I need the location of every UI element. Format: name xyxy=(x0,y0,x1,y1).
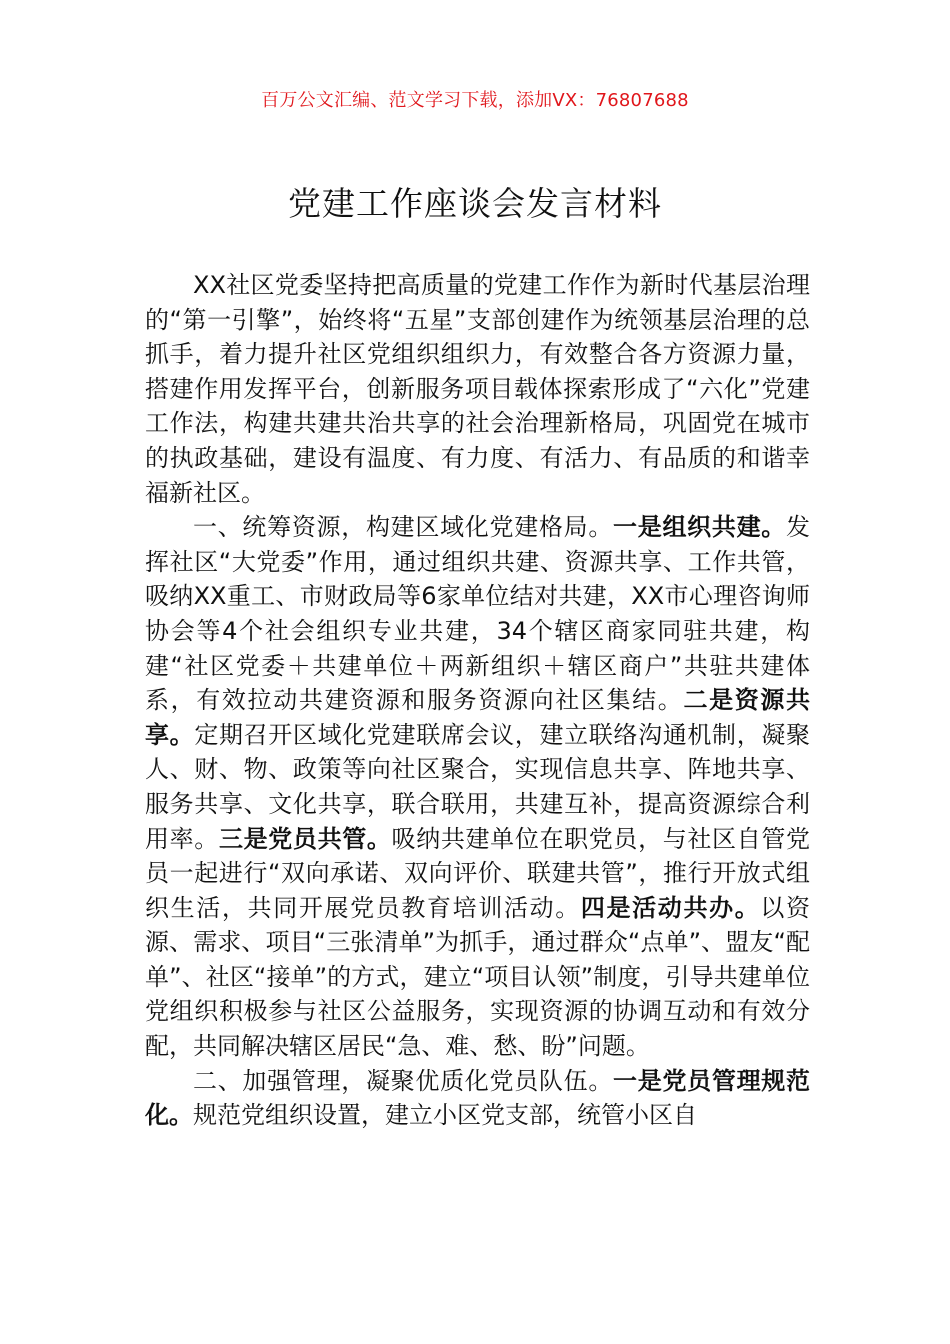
paragraph-text: 以资源、需求、项目“三张清单”为抓手，通过群众“点单”、盟友“配单”、社区“接单”的方式，建立“项目认领”制度，引导共建单位党组织积极参与社区公益服务，实现资源的协调互动和有效分配，共同解决辖区居民“急、难、愁、盼”问题。 xyxy=(145,893,811,1061)
document-body xyxy=(145,268,810,1133)
paragraph-section-2 xyxy=(145,1064,810,1133)
bold-point: 一是党员管理规范化。 xyxy=(145,1066,811,1130)
bold-point: 四是活动共办。 xyxy=(580,893,761,922)
paragraph-text: 规范党组织设置，建立小区党支部，统管小区自 xyxy=(193,1101,697,1130)
paragraph-section-1 xyxy=(145,510,810,1064)
paragraph-text: 发挥社区“大党委”作用，通过组织共建、资源共享、工作共管，吸纳XX重工、市财政局等6家单位结对共建，XX市心理咨询师协会等4个社会组织专业共建，34个辖区商家同驻共建，构建“社区党委＋共建单位＋两新组织＋辖区商户”共驻共建体系，有效拉动共建资源和服务资源向社区集结。 xyxy=(145,513,811,715)
section-heading: 二、加强管理，凝聚优质化党员队伍。 xyxy=(193,1066,614,1095)
paragraph-text: 吸纳共建单位在职党员，与社区自管党员一起进行“双向承诺、双向评价、联建共管”，推行开放式组织生活，共同开展党员教育培训活动。 xyxy=(145,824,811,922)
section-heading: 一、统筹资源，构建区域化党建格局。 xyxy=(193,513,614,542)
page-title: 党建工作座谈会发言材料 xyxy=(288,184,662,223)
bold-point: 三是党员共管。 xyxy=(218,824,392,853)
bold-point: 二是资源共享。 xyxy=(145,686,811,749)
paragraph-text: XX社区党委坚持把高质量的党建工作作为新时代基层治理的“第一引擎”，始终将“五星”支部创建作为统领基层治理的总抓手，着力提升社区党组织组织力，有效整合各方资源力量，搭建作用发挥平台，创新服务项目载体探索形成了“六化”党建工作法，构建共建共治共享的社会治理新格局，巩固党在城市的执政基础，建设有温度、有力度、有活力、有品质的和谐幸福新社区。 xyxy=(145,271,810,507)
watermark-header: 百万公文汇编、范文学习下载，添加VX：76807688 xyxy=(261,90,689,111)
paragraph-intro xyxy=(145,268,810,510)
paragraph-text: 定期召开区域化党建联席会议，建立联络沟通机制，凝聚人、财、物、政策等向社区聚合，实现信息共享、阵地共享、服务共享、文化共享，联合联用，共建互补，提高资源综合利用率。 xyxy=(145,720,811,853)
bold-point: 一是组织共建。 xyxy=(613,513,787,542)
